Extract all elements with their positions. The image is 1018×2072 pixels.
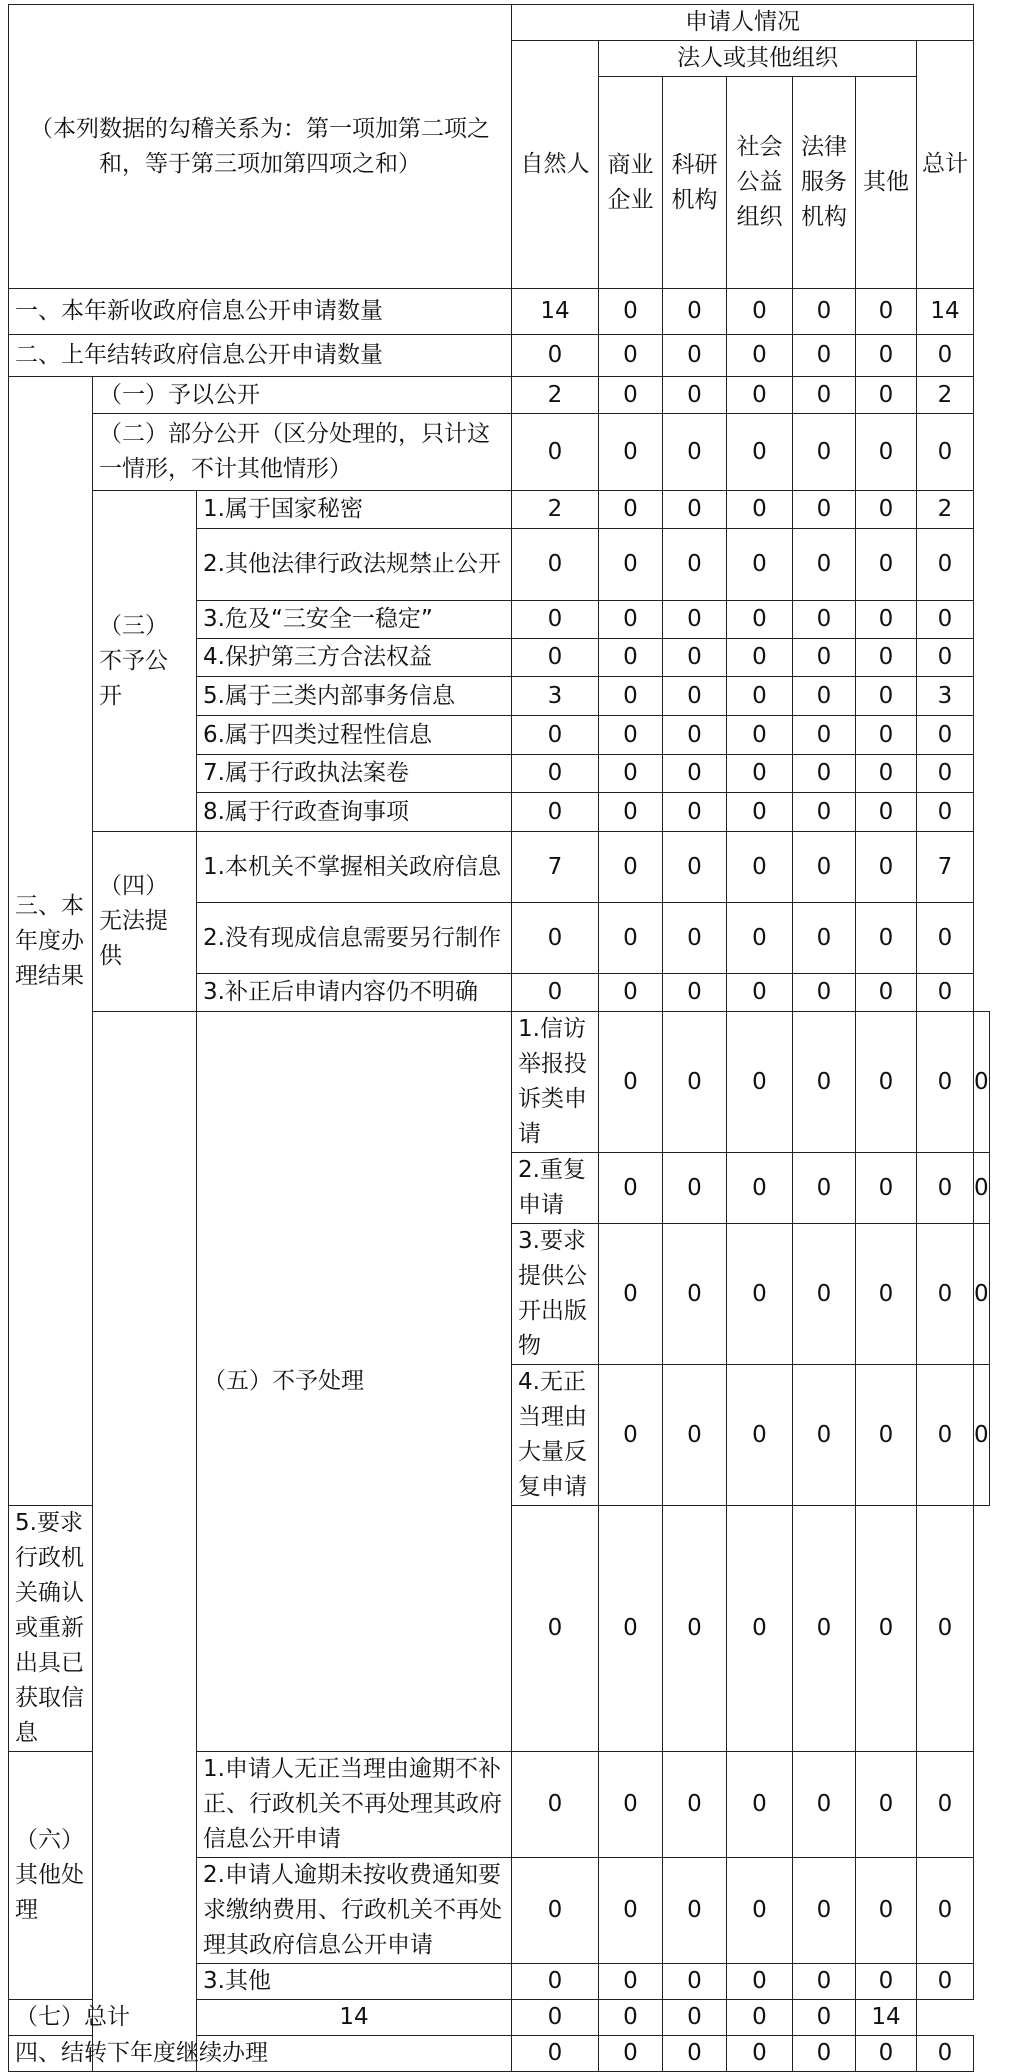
total-count: 0 (917, 903, 974, 974)
total-count: 7 (917, 832, 974, 903)
org-count: 0 (599, 1964, 663, 2000)
subgroup-label-other-handling: （六）其他处理 (9, 1752, 93, 2000)
natural-person-count: 0 (512, 974, 599, 1012)
natural-person-count: 0 (512, 2036, 599, 2072)
org-count: 0 (793, 903, 856, 974)
total-count: 0 (917, 414, 974, 491)
total-count: 2 (917, 491, 974, 529)
total-count: 14 (856, 2000, 917, 2036)
org-count: 0 (599, 377, 663, 414)
row-label: 一、本年新收政府信息公开申请数量 (9, 289, 512, 335)
org-count: 0 (663, 414, 727, 491)
org-header: 法律服务机构 (793, 77, 856, 289)
org-count: 0 (663, 1964, 727, 2000)
row-label: 6.属于四类过程性信息 (197, 716, 512, 755)
org-count: 0 (793, 716, 856, 755)
org-count: 0 (793, 793, 856, 832)
org-count: 0 (793, 1858, 856, 1964)
org-count: 0 (727, 414, 793, 491)
row-label: 2.申请人逾期未按收费通知要求缴纳费用、行政机关不再处理其政府信息公开申请 (197, 1858, 512, 1964)
row-label: （七）总计 (9, 2000, 197, 2036)
row-label: 4.保护第三方合法权益 (197, 639, 512, 677)
subgroup-label-not-processed: （五）不予处理 (197, 1012, 512, 1752)
applicant-header: 申请人情况 (512, 5, 974, 41)
org-count: 0 (917, 1153, 974, 1224)
row-label: 1.申请人无正当理由逾期不补正、行政机关不再处理其政府信息公开申请 (197, 1752, 512, 1858)
row-label: 1.信访举报投诉类申请 (512, 1012, 599, 1153)
org-count: 0 (599, 335, 663, 377)
natural-person-count: 2 (512, 377, 599, 414)
org-count: 0 (663, 974, 727, 1012)
row-label: 3.危及“三安全一稳定” (197, 601, 512, 639)
total-count: 0 (974, 1224, 990, 1365)
org-count: 0 (793, 289, 856, 335)
natural-person-count: 0 (512, 1506, 599, 1752)
row-label: 2.重复申请 (512, 1153, 599, 1224)
total-count: 0 (917, 716, 974, 755)
org-count: 0 (856, 335, 917, 377)
natural-person-count: 0 (512, 1964, 599, 2000)
org-count: 0 (663, 903, 727, 974)
row-label: 5.属于三类内部事务信息 (197, 677, 512, 716)
org-count: 0 (599, 2000, 663, 2036)
org-count: 0 (793, 414, 856, 491)
org-count: 0 (856, 1752, 917, 1858)
org-count: 0 (793, 1506, 856, 1752)
natural-person-count: 7 (512, 832, 599, 903)
org-count: 0 (727, 793, 793, 832)
org-count: 0 (727, 601, 793, 639)
total-count: 0 (917, 974, 974, 1012)
org-count: 0 (727, 832, 793, 903)
org-count: 0 (663, 755, 727, 793)
natural-person-count: 14 (197, 2000, 512, 2036)
total-count: 0 (917, 601, 974, 639)
disclosure-stats-table (8, 4, 990, 2072)
org-count: 0 (793, 677, 856, 716)
total-count: 0 (917, 1858, 974, 1964)
total-count: 14 (917, 289, 974, 335)
org-count: 0 (663, 529, 727, 601)
org-count: 0 (663, 2036, 727, 2072)
data-relation-note: （本列数据的勾稽关系为：第一项加第二项之和，等于第三项加第四项之和） (9, 5, 512, 289)
group-label-continued (93, 1012, 197, 2072)
org-count: 0 (793, 755, 856, 793)
org-count: 0 (663, 335, 727, 377)
org-count: 0 (663, 716, 727, 755)
row-label: 2.没有现成信息需要另行制作 (197, 903, 512, 974)
row-label: 二、上年结转政府信息公开申请数量 (9, 335, 512, 377)
group-label-results: 三、本年度办理结果 (9, 377, 93, 1506)
org-count: 0 (856, 377, 917, 414)
org-count: 0 (727, 529, 793, 601)
row-label: 1.属于国家秘密 (197, 491, 512, 529)
org-count: 0 (663, 1365, 727, 1506)
natural-person-count: 0 (512, 793, 599, 832)
natural-person-count: 0 (512, 1752, 599, 1858)
org-count: 0 (727, 1224, 793, 1365)
org-count: 0 (917, 1365, 974, 1506)
org-count: 0 (856, 1964, 917, 2000)
org-count: 0 (856, 716, 917, 755)
org-count: 0 (599, 716, 663, 755)
org-count: 0 (599, 903, 663, 974)
org-count: 0 (856, 529, 917, 601)
org-count: 0 (856, 755, 917, 793)
org-count: 0 (663, 793, 727, 832)
org-count: 0 (793, 974, 856, 1012)
total-count: 0 (917, 335, 974, 377)
total-count: 0 (974, 1153, 990, 1224)
org-count: 0 (663, 677, 727, 716)
row-label: 4.无正当理由大量反复申请 (512, 1365, 599, 1506)
total-header: 总计 (917, 41, 974, 289)
natural-person-count: 0 (599, 1365, 663, 1506)
org-count: 0 (856, 1012, 917, 1153)
org-count: 0 (599, 414, 663, 491)
org-count: 0 (727, 639, 793, 677)
natural-person-count: 14 (512, 289, 599, 335)
org-header: 其他 (856, 77, 917, 289)
org-count: 0 (599, 832, 663, 903)
org-count: 0 (599, 1858, 663, 1964)
org-count: 0 (727, 491, 793, 529)
natural-person-count: 0 (512, 716, 599, 755)
org-count: 0 (793, 529, 856, 601)
org-count: 0 (917, 1224, 974, 1365)
org-count: 0 (727, 2000, 793, 2036)
org-count: 0 (663, 1012, 727, 1153)
org-count: 0 (663, 1224, 727, 1365)
org-count: 0 (856, 1153, 917, 1224)
org-count: 0 (856, 414, 917, 491)
total-count: 0 (917, 529, 974, 601)
natural-person-count: 0 (512, 335, 599, 377)
org-count: 0 (599, 1506, 663, 1752)
org-count: 0 (727, 1506, 793, 1752)
org-count: 0 (856, 793, 917, 832)
natural-person-count: 0 (512, 639, 599, 677)
org-count: 0 (727, 1153, 793, 1224)
legal-entity-header: 法人或其他组织 (599, 41, 917, 77)
org-count: 0 (599, 491, 663, 529)
org-count: 0 (793, 491, 856, 529)
total-count: 0 (917, 1506, 974, 1752)
total-count: 0 (974, 1365, 990, 1506)
natural-person-count: 0 (599, 1012, 663, 1153)
org-count: 0 (793, 832, 856, 903)
org-count: 0 (793, 377, 856, 414)
org-count: 0 (599, 2036, 663, 2072)
org-count: 0 (793, 1365, 856, 1506)
org-count: 0 (793, 1964, 856, 2000)
total-count: 0 (917, 793, 974, 832)
natural-person-count: 0 (512, 755, 599, 793)
natural-person-count: 0 (512, 529, 599, 601)
org-count: 0 (856, 832, 917, 903)
org-count: 0 (793, 335, 856, 377)
total-count: 0 (917, 639, 974, 677)
org-count: 0 (663, 1506, 727, 1752)
org-count: 0 (793, 2000, 856, 2036)
org-count: 0 (856, 974, 917, 1012)
org-count: 0 (856, 601, 917, 639)
org-count: 0 (793, 1224, 856, 1365)
row-label: （二）部分公开（区分处理的，只计这一情形，不计其他情形） (93, 414, 512, 491)
org-count: 0 (793, 1153, 856, 1224)
org-header: 科研机构 (663, 77, 727, 289)
org-count: 0 (512, 2000, 599, 2036)
org-count: 0 (856, 1506, 917, 1752)
org-count: 0 (727, 1752, 793, 1858)
natural-person-count: 0 (512, 414, 599, 491)
org-count: 0 (599, 601, 663, 639)
org-count: 0 (599, 755, 663, 793)
org-count: 0 (793, 1012, 856, 1153)
total-count: 0 (917, 755, 974, 793)
org-count: 0 (856, 1858, 917, 1964)
org-count: 0 (663, 601, 727, 639)
natural-person-count: 0 (512, 1858, 599, 1964)
org-count: 0 (793, 639, 856, 677)
natural-person-count: 0 (599, 1153, 663, 1224)
org-count: 0 (793, 601, 856, 639)
org-count: 0 (727, 289, 793, 335)
org-count: 0 (727, 2036, 793, 2072)
subgroup-label-withheld: （三）不予公开 (93, 491, 197, 832)
row-label: 5.要求行政机关确认或重新出具已获取信息 (9, 1506, 93, 1752)
natural-person-count: 0 (599, 1224, 663, 1365)
org-count: 0 (663, 491, 727, 529)
org-count: 0 (856, 1224, 917, 1365)
org-count: 0 (917, 1012, 974, 1153)
natural-person-count: 2 (512, 491, 599, 529)
org-count: 0 (599, 289, 663, 335)
row-label: （一）予以公开 (93, 377, 512, 414)
natural-person-count: 0 (512, 601, 599, 639)
org-count: 0 (599, 974, 663, 1012)
org-count: 0 (727, 1365, 793, 1506)
org-count: 0 (663, 289, 727, 335)
org-count: 0 (727, 677, 793, 716)
total-count: 2 (917, 377, 974, 414)
org-count: 0 (599, 1752, 663, 1858)
org-count: 0 (856, 491, 917, 529)
row-label: 1.本机关不掌握相关政府信息 (197, 832, 512, 903)
org-count: 0 (727, 377, 793, 414)
org-count: 0 (599, 677, 663, 716)
row-label: 7.属于行政执法案卷 (197, 755, 512, 793)
row-label: 3.要求提供公开出版物 (512, 1224, 599, 1365)
org-count: 0 (727, 755, 793, 793)
org-count: 0 (599, 529, 663, 601)
org-count: 0 (856, 639, 917, 677)
org-header: 商业企业 (599, 77, 663, 289)
org-count: 0 (663, 2000, 727, 2036)
org-count: 0 (793, 2036, 856, 2072)
subgroup-label-unavailable: （四）无法提供 (93, 832, 197, 1012)
org-count: 0 (727, 1012, 793, 1153)
org-count: 0 (663, 1153, 727, 1224)
org-count: 0 (856, 1365, 917, 1506)
natural-person-count: 0 (512, 903, 599, 974)
total-count: 0 (917, 1752, 974, 1858)
org-count: 0 (727, 974, 793, 1012)
org-count: 0 (727, 1964, 793, 2000)
org-count: 0 (599, 793, 663, 832)
org-count: 0 (856, 677, 917, 716)
org-count: 0 (793, 1752, 856, 1858)
org-count: 0 (727, 1858, 793, 1964)
row-label: 3.其他 (197, 1964, 512, 2000)
org-count: 0 (663, 1752, 727, 1858)
org-count: 0 (663, 377, 727, 414)
org-count: 0 (727, 903, 793, 974)
natural-person-count: 3 (512, 677, 599, 716)
org-count: 0 (727, 335, 793, 377)
org-count: 0 (663, 639, 727, 677)
row-label: 四、结转下年度继续办理 (9, 2036, 512, 2072)
org-count: 0 (727, 716, 793, 755)
natural-person-header: 自然人 (512, 41, 599, 289)
org-count: 0 (663, 1858, 727, 1964)
row-label: 2.其他法律行政法规禁止公开 (197, 529, 512, 601)
org-count: 0 (856, 2036, 917, 2072)
org-count: 0 (856, 289, 917, 335)
org-header: 社会公益组织 (727, 77, 793, 289)
row-label: 3.补正后申请内容仍不明确 (197, 974, 512, 1012)
row-label: 8.属于行政查询事项 (197, 793, 512, 832)
total-count: 0 (917, 1964, 974, 2000)
org-count: 0 (663, 832, 727, 903)
total-count: 0 (917, 2036, 974, 2072)
total-count: 0 (974, 1012, 990, 1153)
org-count: 0 (856, 903, 917, 974)
total-count: 3 (917, 677, 974, 716)
org-count: 0 (599, 639, 663, 677)
